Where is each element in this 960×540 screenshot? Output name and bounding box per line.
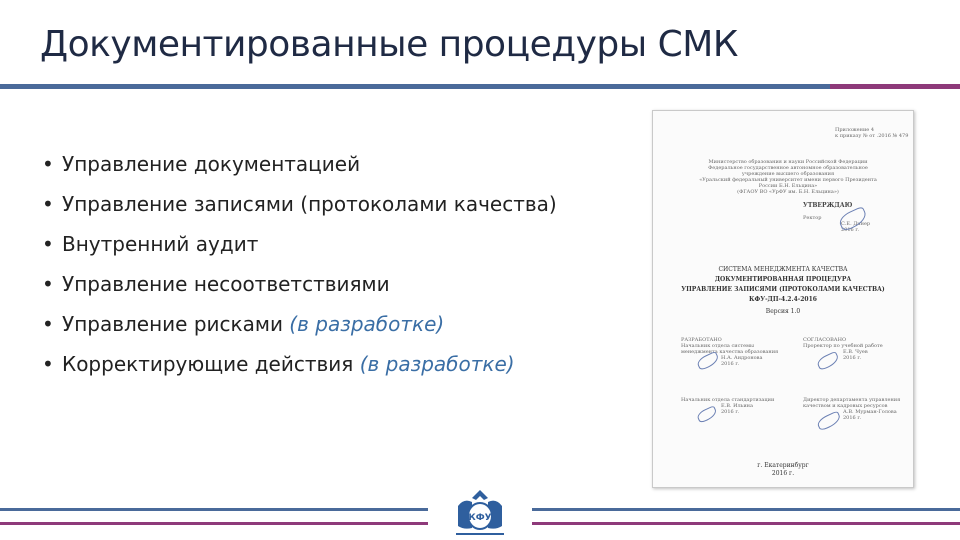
bullet-text: Управление документацией (62, 152, 361, 176)
doc-approve-label: УТВЕРЖДАЮ (803, 202, 853, 209)
bullet-text: Управление несоответствиями (62, 272, 390, 296)
bullet-dot-icon: • (42, 312, 54, 336)
doc-right-sign-name: А.В. Мурман-Голова (843, 409, 897, 415)
list-item (42, 224, 557, 264)
bullet-note: (в разработке) (359, 352, 515, 376)
doc-approve-line: 2016 г. (841, 227, 860, 233)
footer-divider-purple-right (532, 522, 960, 525)
bullet-note: (в разработке) (289, 312, 445, 336)
doc-agreed-name: Е.В. Чуев (843, 349, 868, 355)
title-divider-blue (0, 84, 960, 89)
doc-developed-text: Начальник отдела системы менеджмента качества образования (681, 343, 779, 355)
doc-developed-name: Н.А. Андронова (721, 355, 763, 361)
bullet-text: Управление рисками (62, 312, 283, 336)
doc-left-sign-name: Е.В. Ильина (721, 403, 753, 409)
footer-divider-purple-left (0, 522, 428, 525)
list-item (42, 144, 557, 184)
doc-agreed-label: СОГЛАСОВАНО (803, 337, 847, 343)
doc-approve-line: Ректор (803, 215, 822, 221)
doc-type-line: ДОКУМЕНТИРОВАННАЯ ПРОЦЕДУРА (714, 276, 852, 283)
doc-date: 2016 г. (721, 409, 740, 415)
doc-header (693, 159, 883, 195)
doc-appendix-line: к приказу № от .2016 № 479 (835, 133, 909, 139)
doc-right-sign-text: Директор департамента управления качеством и кадровых ресурсов (803, 397, 901, 409)
list-item (42, 344, 557, 384)
bullet-text: Управление записями (протоколами качества) (62, 192, 557, 216)
doc-date: 2016 г. (843, 415, 862, 421)
doc-footer-year: 2016 г. (771, 470, 795, 477)
bullet-text: Внутренний аудит (62, 232, 259, 256)
doc-footer-city: г. Екатеринбург (757, 462, 809, 469)
bullet-dot-icon: • (42, 192, 54, 216)
doc-agreed-text: Проректор по учебной работе (803, 343, 883, 349)
footer-divider-blue-right (532, 508, 960, 511)
svg-text:КФУ: КФУ (468, 513, 492, 523)
doc-version-line: Версия 1.0 (765, 308, 801, 315)
doc-title-line: УПРАВЛЕНИЕ ЗАПИСЯМИ (ПРОТОКОЛАМИ КАЧЕСТВА) (681, 286, 885, 293)
bullet-dot-icon: • (42, 352, 54, 376)
list-item (42, 184, 557, 224)
list-item (42, 264, 557, 304)
doc-appendix-line: Приложение 4 (835, 127, 875, 133)
doc-approve-line: С.Е. Динер (841, 221, 871, 227)
doc-date: 2016 г. (843, 355, 862, 361)
university-crest-icon (450, 488, 510, 538)
bullet-dot-icon: • (42, 152, 54, 176)
doc-header-line: «Уральский федеральный университет имени первого Президента России Б.Н. Ельцина» (699, 177, 877, 189)
doc-appendix (835, 127, 908, 139)
bullet-dot-icon: • (42, 272, 54, 296)
doc-date: 2016 г. (721, 361, 740, 367)
doc-agreed-block (803, 337, 903, 361)
procedure-list (42, 144, 557, 384)
doc-header-line: Министерство образования и науки Российской Федерации (708, 159, 868, 165)
doc-header-line: (ФГАОУ ВО «УрФУ им. Б.Н. Ельцина») (737, 189, 839, 195)
doc-developed-block (681, 337, 781, 367)
doc-developed-label: РАЗРАБОТАНО (681, 337, 722, 343)
doc-left-sign-text: Начальник отдела стандартизации (681, 397, 775, 403)
doc-system-line: СИСТЕМА МЕНЕДЖМЕНТА КАЧЕСТВА (718, 266, 848, 273)
slide-title: Документированные процедуры СМК (40, 24, 738, 65)
doc-header-line: Федеральное государственное автономное образовательное учреждение высшего образования (708, 165, 868, 177)
doc-right-sign-block (803, 397, 903, 421)
title-divider-purple (830, 84, 960, 89)
doc-left-sign-block (681, 397, 781, 415)
list-item (42, 304, 557, 344)
footer-divider-blue-left (0, 508, 428, 511)
bullet-text: Корректирующие действия (62, 352, 354, 376)
document-thumbnail (652, 110, 914, 488)
bullet-dot-icon: • (42, 232, 54, 256)
doc-code-line: КФУ-ДП-4.2.4-2016 (749, 296, 817, 303)
